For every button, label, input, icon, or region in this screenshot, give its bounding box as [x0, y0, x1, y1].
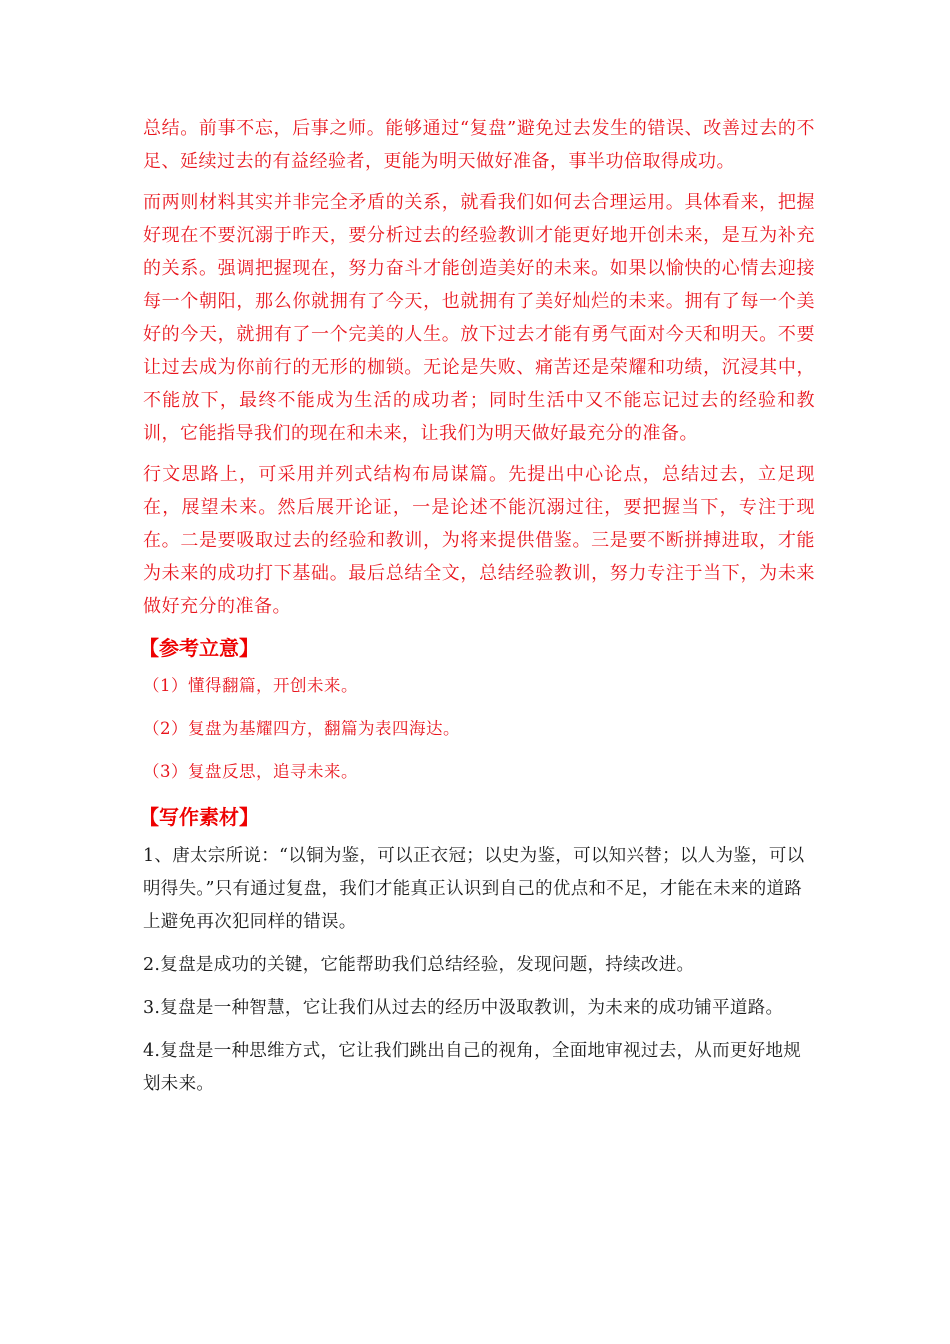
reference-idea-item: （3）复盘反思，追寻未来。 [143, 762, 358, 781]
analysis-section [143, 112, 815, 623]
analysis-paragraph: 总结。前事不忘，后事之师。能够通过“复盘”避免过去发生的错误、改善过去的不足、延续过去的有益经验者，更能为明天做好准备，事半功倍取得成功。 [143, 118, 815, 172]
writing-materials-section [139, 800, 815, 1101]
writing-material-item: 1、唐太宗所说：“以铜为鉴，可以正衣冠；以史为鉴，可以知兴替；以人为鉴，可以明得失。”只有通过复盘，我们才能真正认识到自己的优点和不足，才能在未来的道路上避免再次犯同样的错误。 [143, 846, 805, 932]
document-page [139, 112, 815, 1111]
reference-idea-item: （2）复盘为基耀四方，翻篇为表四海达。 [143, 719, 460, 738]
reference-idea-item: （1）懂得翻篇，开创未来。 [143, 676, 358, 695]
analysis-paragraph: 行文思路上，可采用并列式结构布局谋篇。先提出中心论点，总结过去，立足现在，展望未来。然后展开论证，一是论述不能沉溺过往，要把握当下，专注于现在。二是要吸取过去的经验和教训，为将来提供借鉴。三是要不断拼搏进取，才能为未来的成功打下基础。最后总结全文，总结经验教训，努力专注于当下，为未来做好充分的准备。 [143, 464, 815, 617]
writing-material-item: 4.复盘是一种思维方式，它让我们跳出自己的视角，全面地审视过去，从而更好地规划未来。 [143, 1041, 802, 1094]
writing-material-item: 3.复盘是一种智慧，它让我们从过去的经历中汲取教训，为未来的成功铺平道路。 [143, 998, 784, 1018]
writing-materials-heading: 【写作素材】 [139, 805, 259, 829]
writing-material-item: 2.复盘是成功的关键，它能帮助我们总结经验，发现问题，持续改进。 [143, 955, 695, 975]
reference-ideas-heading: 【参考立意】 [139, 636, 259, 660]
analysis-paragraph: 而两则材料其实并非完全矛盾的关系，就看我们如何去合理运用。具体看来，把握好现在不要沉溺于昨天，要分析过去的经验教训才能更好地开创未来，是互为补充的关系。强调把握现在，努力奋斗才能创造美好的未来。如果以愉快的心情去迎接每一个朝阳，那么你就拥有了今天，也就拥有了美好灿烂的未来。拥有了每一个美好的今天，就拥有了一个完美的人生。放下过去才能有勇气面对今天和明天。不要让过去成为你前行的无形的枷锁。无论是失败、痛苦还是荣耀和功绩，沉浸其中，不能放下，最终不能成为生活的成功者；同时生活中又不能忘记过去的经验和教训，它能指导我们的现在和未来，让我们为明天做好最充分的准备。 [143, 192, 815, 444]
reference-ideas-section [139, 631, 815, 787]
